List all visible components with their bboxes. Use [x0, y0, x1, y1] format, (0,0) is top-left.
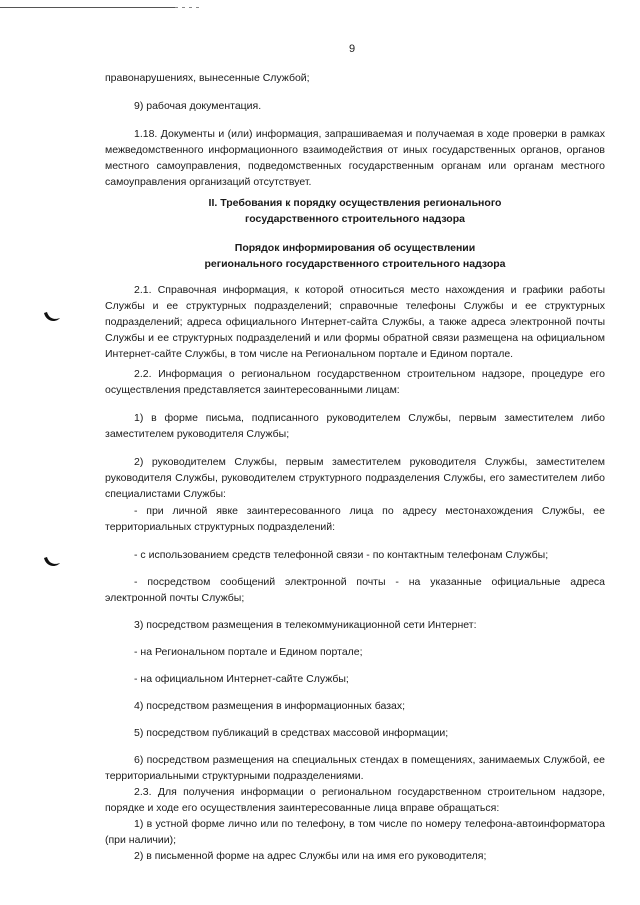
list-item: - на официальном Интернет-сайте Службы;	[134, 673, 349, 685]
list-item: 9) рабочая документация.	[134, 100, 262, 112]
list-item: 5) посредством публикаций в средствах массовой информации;	[134, 727, 449, 739]
section-heading: государственного строительного надзора	[245, 213, 465, 225]
subsection-heading: Порядок информирования об осуществлении	[234, 242, 476, 254]
list-item: 6) посредством размещения на специальных стендах в помещениях, занимаемых Службой, ее территориальными структурными подразделениями.	[105, 754, 605, 782]
list-item: - посредством сообщений электронной почты - на указанные официальные адреса электронной почты Службы;	[105, 576, 605, 604]
paragraph: 1.18. Документы и (или) информация, запрашиваемая и получаемая в ходе проверки в рамках межведомственного информационного взаимодействия от иных государственных органов, органов местного самоуправления, подведомственных государственным органам или органам местного самоуправления организаций отсутствует.	[105, 128, 605, 188]
list-item: 4) посредством размещения в информационных базах;	[134, 700, 406, 712]
page-number: 9	[349, 43, 356, 55]
list-item: 3) посредством размещения в телекоммуникационной сети Интернет:	[134, 619, 477, 631]
list-item: - на Региональном портале и Едином портале;	[134, 646, 363, 658]
subsection-heading: регионального государственного строительного надзора	[204, 258, 506, 270]
paragraph: 2.1. Справочная информация, к которой относиться место нахождения и графики работы Службы и ее структурных подразделений; справочные телефоны Службы и ее структурных подразделений; адреса официального Интернет-сайта Службы, а также адреса электронной почты Службы и ее структурных подразделений и или формы обратной связи размещена на официальном Интернет-сайте Службы, в том числе на Региональном портале и Едином портале.	[105, 284, 605, 360]
top-rule	[0, 7, 175, 8]
punch-hole-mark	[43, 310, 61, 324]
paragraph: правонарушениях, вынесенные Службой;	[105, 72, 310, 84]
punch-hole-mark	[43, 555, 61, 569]
paragraph: 2.3. Для получения информации о региональном государственном строительном надзоре, порядке и ходе его осуществления заинтересованные лица вправе обращаться:	[105, 786, 605, 814]
section-heading: II. Требования к порядку осуществления регионального	[208, 197, 502, 209]
top-rule-dashed	[175, 7, 203, 8]
paragraph: 2.2. Информация о региональном государственном строительном надзоре, процедуре его осуществления представляется заинтересованными лицам:	[105, 368, 605, 396]
list-item: - с использованием средств телефонной связи - по контактным телефонам Службы;	[134, 549, 549, 561]
list-item: 2) в письменной форме на адрес Службы или на имя его руководителя;	[134, 850, 487, 862]
list-item: - при личной явке заинтересованного лица по адресу местонахождения Службы, ее территориальных структурных подразделений:	[105, 505, 605, 533]
list-item: 1) в устной форме лично или по телефону, в том числе по номеру телефона-автоинформатора (при наличии);	[105, 818, 605, 846]
list-item: 2) руководителем Службы, первым заместителем руководителя Службы, заместителем руководителя Службы, руководителем структурного подразделения Службы, его заместителем либо специалистами Службы:	[105, 456, 605, 500]
list-item: 1) в форме письма, подписанного руководителем Службы, первым заместителем либо заместителем руководителя Службы;	[105, 412, 605, 440]
